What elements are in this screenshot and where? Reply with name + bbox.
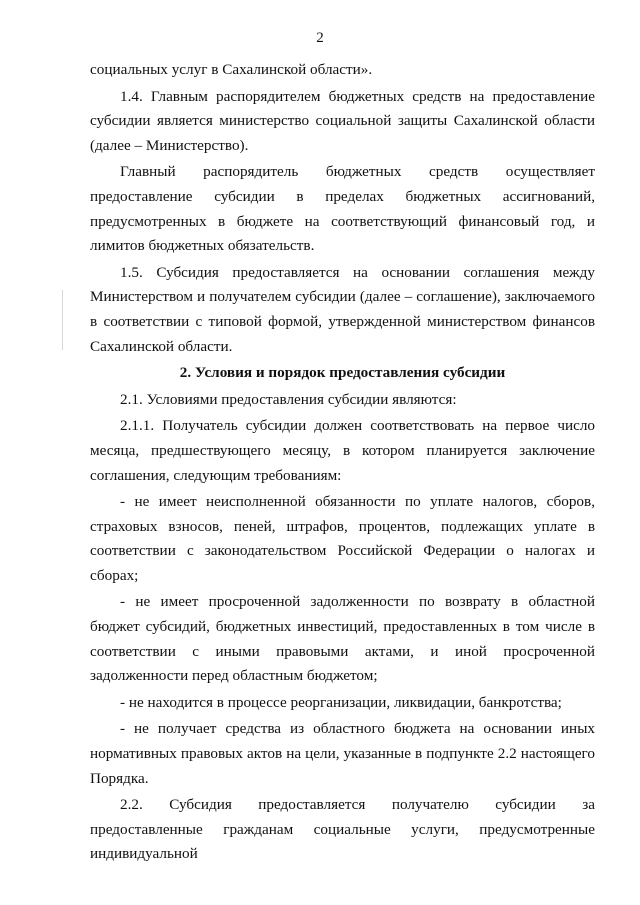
paragraph-1-5: 1.5. Субсидия предоставляется на основании соглашения между Министерством и получателем субсидии (далее – соглашение), заключаемого в соответствии с типовой формой, утвержденной министерством финансов Сахалинской области.: [90, 263, 595, 355]
requirement-item-reorganization: - не находится в процессе реорганизации, ликвидации, банкротства;: [120, 693, 562, 711]
page-number: 2: [316, 30, 324, 46]
paragraph-2-1-1: 2.1.1. Получатель субсидии должен соответствовать на первое число месяца, предшествующего месяцу, в котором планируется заключение соглашения, следующим требованиям:: [90, 417, 595, 484]
paragraph-continuation: социальных услуг в Сахалинской области».: [90, 61, 373, 78]
requirement-item-debt: - не имеет просроченной задолженности по возврату в областной бюджет субсидий, бюджетных инвестиций, предоставленных в том числе в соответствии с иными правовыми актами, и иной просроченной задолженности перед областным бюджетом;: [90, 593, 595, 685]
paragraph-main-distributor: Главный распорядитель бюджетных средств осуществляет предоставление субсидии в пределах бюджетных ассигнований, предусмотренных в бюджете на соответствующий финансовый год, и лимитов бюджетных обязательств.: [90, 163, 595, 255]
scan-margin-mark: [62, 290, 63, 350]
requirement-item-taxes: - не имеет неисполненной обязанности по уплате налогов, сборов, страховых взносов, пеней, штрафов, процентов, подлежащих уплате в соответствии с законодательством Российской Федерации о налогах и сборах;: [90, 493, 595, 584]
paragraph-1-4: 1.4. Главным распорядителем бюджетных средств на предоставление субсидии является министерство социальной защиты Сахалинской области (далее – Министерство).: [90, 87, 595, 154]
paragraph-2-1: 2.1. Условиями предоставления субсидии являются:: [120, 390, 457, 408]
document-body: [90, 58, 595, 869]
paragraph-2-2: 2.2. Субсидия предоставляется получателю субсидии за предоставленные гражданам социальные услуги, предусмотренные индивидуальной: [90, 796, 595, 863]
section-heading-2: 2. Условия и порядок предоставления субсидии: [179, 364, 506, 382]
requirement-item-other-funds: - не получает средства из областного бюджета на основании иных нормативных правовых актов на цели, указанные в подпункте 2.2 настоящего Порядка.: [90, 720, 595, 787]
